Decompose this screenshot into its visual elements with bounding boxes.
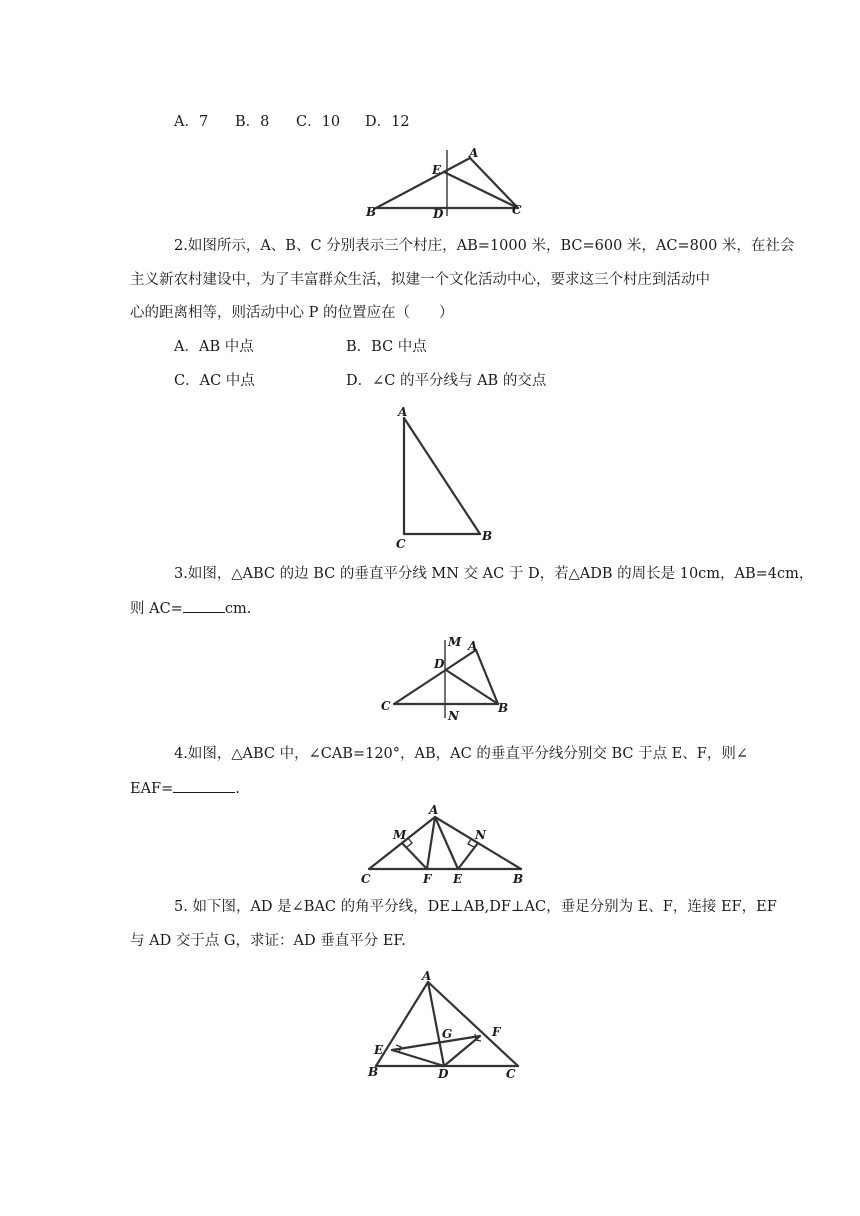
q4-line-2-prefix: EAF= [130,781,174,797]
q2-option-d: D．∠C 的平分线与 AB 的交点 [346,373,547,389]
q2-label-a: A [398,405,408,419]
q3-label-m: M [448,635,462,649]
q1-option-d: D．12 [365,114,410,130]
q5-label-a: A [422,969,432,983]
q3-label-b: B [498,701,509,715]
q2-line-3: 心的距离相等，则活动中心 P 的位置应在（ ） [130,305,454,321]
q4-line-1: 4.如图，△ABC 中，∠CAB=120°，AB，AC 的垂直平分线分别交 BC 于点 E、F，则∠ [174,746,748,762]
q5-label-d: D [438,1067,449,1081]
q2-label-b: B [482,529,493,543]
q1-option-a: A．7 [174,114,209,130]
q4-label-e: E [453,872,463,886]
q4-label-f: F [423,872,432,886]
q2-option-b: B．BC 中点 [346,339,427,355]
q3-line-2-prefix: 则 AC= [130,601,183,617]
q1-figure [360,142,530,222]
q2-line-1: 2.如图所示，A、B、C 分别表示三个村庄，AB=1000 米，BC=600 米，AC=800 米，在社会 [174,238,795,254]
q3-label-a: A [468,639,478,653]
q3-label-n: N [448,709,459,723]
q3-label-d: D [434,657,445,671]
q2-option-c: C．AC 中点 [174,373,255,389]
q1-label-e: E [432,163,442,177]
q4-label-a: A [429,803,439,817]
q5-figure [362,966,532,1082]
q2-figure [390,402,510,552]
q4-figure [355,803,535,889]
q5-label-g: G [442,1027,453,1041]
q5-line-2: 与 AD 交于点 G，求证：AD 垂直平分 EF. [130,933,406,949]
q3-answer-blank[interactable] [183,598,225,613]
q1-label-c: C [512,203,522,217]
q3-figure [378,632,518,728]
q3-label-c: C [381,699,391,713]
q1-label-d: D [433,207,444,221]
q3-line-2 [130,598,251,619]
q1-label-a: A [469,146,479,160]
q4-answer-blank[interactable] [173,778,235,793]
q4-label-m: M [393,828,407,842]
q3-line-2-suffix: cm. [224,601,252,617]
q5-label-e: E [374,1043,384,1057]
q4-label-n: N [475,828,486,842]
q5-line-1: 5. 如下图，AD 是∠BAC 的角平分线，DE⊥AB,DF⊥AC，垂足分别为 E、F，连接 EF，EF [174,899,777,915]
q4-line-2 [130,778,240,799]
q5-label-f: F [492,1025,501,1039]
q2-option-a: A．AB 中点 [174,339,254,355]
q4-label-b: B [513,872,524,886]
q5-label-b: B [368,1065,379,1079]
q3-line-1: 3.如图，△ABC 的边 BC 的垂直平分线 MN 交 AC 于 D，若△ADB 的周长是 10cm，AB=4cm， [174,566,814,582]
q1-option-c: C．10 [296,114,341,130]
q5-label-c: C [506,1067,516,1081]
q4-label-c: C [361,872,371,886]
q1-label-b: B [366,205,377,219]
q2-label-c: C [396,537,406,551]
q2-line-2: 主义新农村建设中，为了丰富群众生活，拟建一个文化活动中心，要求这三个村庄到活动中 [130,272,710,288]
q1-option-b: B．8 [235,114,270,130]
q4-line-2-suffix: . [235,781,240,797]
